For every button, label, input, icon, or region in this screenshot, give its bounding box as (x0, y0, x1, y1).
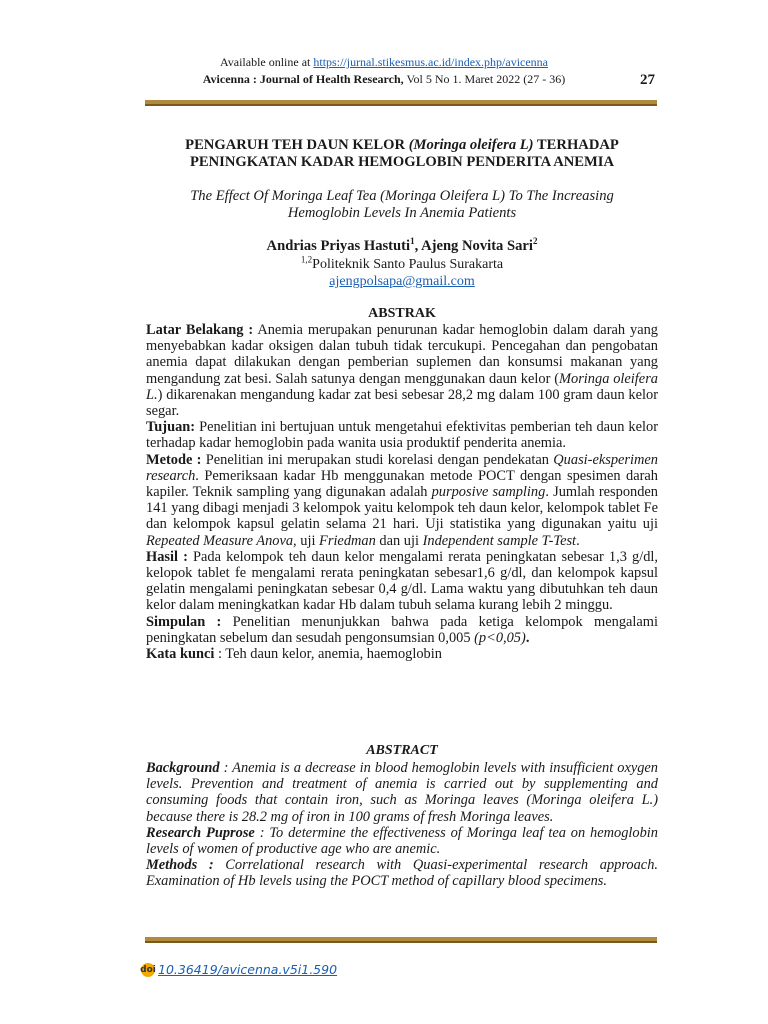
email-link[interactable]: ajengpolsapa@gmail.com (329, 274, 475, 289)
tujuan-paragraph: Tujuan: Penelitian ini bertujuan untuk mengetahui efektivitas pemberian teh daun kelor terhadap kadar hemoglobin pada wanita usia produktif penderita anemia. (146, 419, 658, 452)
abstrak-heading: ABSTRAK (368, 306, 436, 321)
paper-title: PENGARUH TEH DAUN KELOR (Moringa oleifera L) TERHADAP PENINGKATAN KADAR HEMOGLOBIN PENDERITA ANEMIA (185, 137, 619, 170)
author-1: Andrias Priyas Hastuti (266, 238, 411, 254)
research-purpose-paragraph: Research Puprose : To determine the effectiveness of Moringa leaf tea on hemoglobin levels of women of productive age who are anemic. (146, 824, 658, 858)
affiliation: $^{1,2}$Politeknik Santo Paulus Surakarta (300, 254, 504, 272)
abstrak-body (146, 322, 658, 662)
header-divider (145, 100, 657, 106)
hasil-paragraph: Hasil : Pada kelompok teh daun kelor mengalami rerata peningkatan sebesar 1,3 g/dl, kelopok tablet fe mengalami rerata peningkatan sebesar1,6 g/dl, dan kelompok kapsul gelatin mengalami peningkatan sebesar 0,4 g/dl. Lama waktu yang dibutuhkan teh daun kelor dalam meningkatkan kadar Hb dalam tubuh selama kurang lebih 2 minggu. (146, 548, 658, 614)
metode-paragraph: Metode : Penelitian ini merupakan studi korelasi dengan pendekatan Quasi-eksperimen research. Pemeriksaan kadar Hb menggunakan metode POCT dengan spesimen darah kapiler. Teknik sampling yang digunakan adalah purposive sampling. Jumlah responden 141 yang dibagi menjadi 3 kelompok yaitu kelompok teh daun kelor, kelompok tablet Fe dan kelompok kapsul gelatin selama 21 hari. Uji statistika yang digunakan yaitu uji Repeated Measure Anova, uji Friedman dan uji Independent sample T-Test. (146, 451, 658, 549)
paper-subtitle-english: The Effect Of Moringa Leaf Tea (Moringa Oleifera L) To The Increasing Hemoglobin Levels In Anemia Patients (190, 188, 614, 221)
abstract-body (146, 760, 658, 890)
journal-citation-line: Avicenna : Journal of Health Research, Vol 5 No 1. Maret 2022 (27 - 36) (202, 72, 566, 86)
kata-kunci-paragraph: Kata kunci : Teh daun kelor, anemia, haemoglobin (146, 646, 442, 663)
methods-paragraph: Methods : Correlational research with Quasi-experimental research approach. Examination of Hb levels using the POCT method of capillary blood specimens. (146, 857, 658, 890)
doi-icon: doi (140, 964, 156, 975)
page-number: 27 (640, 72, 655, 88)
doi-footer (141, 962, 337, 977)
doi-link[interactable]: 10.36419/avicenna.v5i1.590 (158, 962, 338, 977)
journal-url-link[interactable]: https://jurnal.stikesmus.ac.id/index.php/avicenna (313, 55, 549, 69)
author-list: Andrias Priyas Hastuti$^1$, Ajeng Novita Sari$^2$ (266, 236, 538, 254)
background-paragraph: Background : Anemia is a decrease in blood hemoglobin levels with insufficient oxygen levels. Prevention and treatment of anemia is carried out by supplementing and consuming foods that contain iron, such as Moringa leaves (Moringa oleifera L.) because there is 28.2 mg of iron in 100 grams of fresh Moringa leaves. (146, 760, 658, 825)
footer-divider (145, 937, 657, 943)
abstract-heading: ABSTRACT (366, 743, 438, 758)
author-email (146, 273, 658, 290)
latar-belakang-paragraph: Latar Belakang : Anemia merupakan penurunan kadar hemoglobin dalam darah yang menyebabkan kadar oksigen dalan tubuh tidak tercukupi. Pencegahan dan pengobatan anemia dapat dilakukan dengan pemberian suplemen dan konsumsi makanan yang mengandung zat besi. Salah satunya dengan menggunakan daun kelor (Moringa oleifera L.) dikarenakan mengandung kadar zat besi sebesar 28,2 mg dalam 100 gram daun kelor segar. (146, 322, 658, 420)
author-2: Ajeng Novita Sari (421, 238, 533, 254)
availability-line: Available online at https://jurnal.stikesmus.ac.id/index.php/avicenna (219, 55, 549, 69)
simpulan-paragraph: Simpulan : Penelitian menunjukkan bahwa pada ketiga kelompok mengalami peningkatan sebelum dan sesudah pengonsumsian 0,005 (p<0,05). (146, 613, 658, 646)
